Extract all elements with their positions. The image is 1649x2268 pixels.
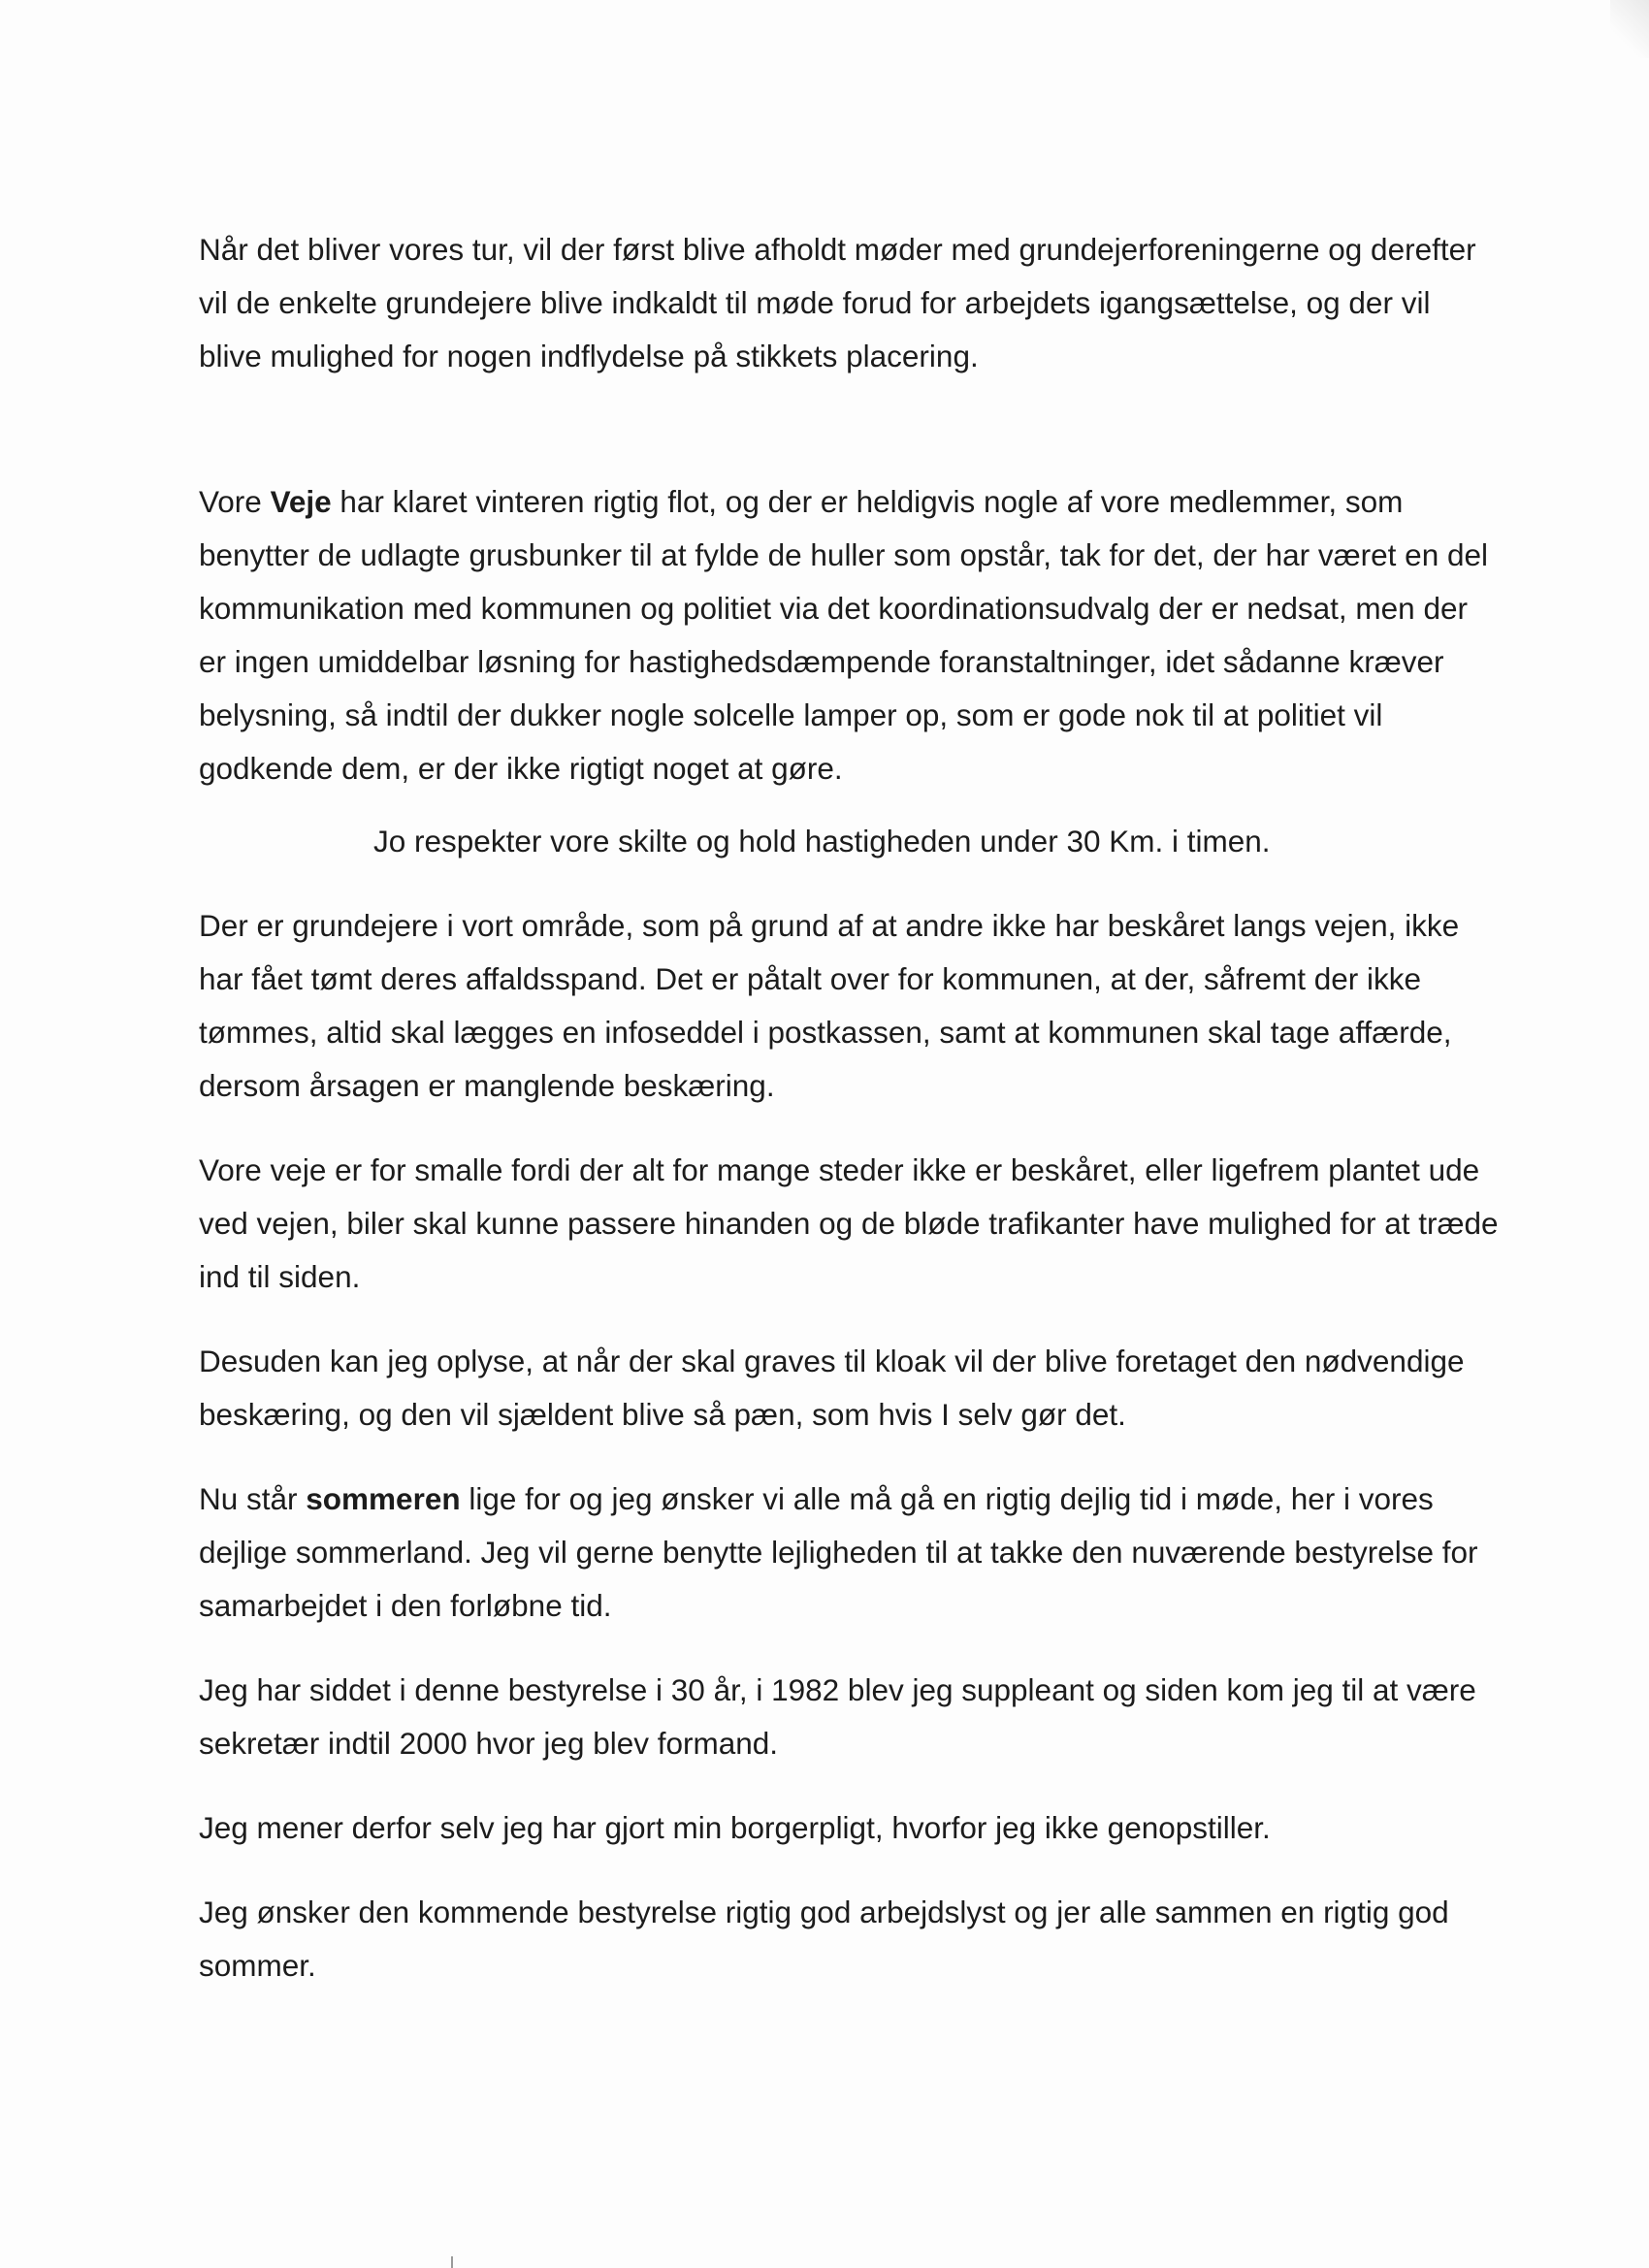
- paragraph-closing-wishes: Jeg ønsker den kommende bestyrelse rigtig god arbejdslyst og jer alle sammen en rigtig god sommer.: [199, 1895, 1449, 1983]
- paragraph-summer-post: lige for og jeg ønsker vi alle må gå en rigtig dejlig tid i møde, her i vores dejlige sommerland. Jeg vil gerne benytte lejligheden til at takke den nuværende bestyrelse for samarbejdet i den forløbne tid.: [199, 1481, 1478, 1623]
- paragraph-roads-pre: Vore: [199, 484, 271, 519]
- paragraph-narrow-roads: Vore veje er for smalle fordi der alt for mange steder ikke er beskåret, eller ligefrem plantet ude ved vejen, biler skal kunne passere hinanden og de bløde trafikanter have mulighed for at træde ind til siden.: [199, 1152, 1499, 1294]
- paragraph-roads-post: har klaret vinteren rigtig flot, og der er heldigvis nogle af vore medlemmer, som benytter de udlagte grusbunker til at fylde de huller som opstår, tak for det, der har været en del kommunikation med kommunen og politiet via det koordinationsudvalg der er nedsat, men der er ingen umiddelbar løsning for hastighedsdæmpende foranstaltninger, idet sådanne kræver belysning, så indtil der dukker nogle solcelle lamper op, som er gode nok til at politiet vil godkende dem, er der ikke rigtigt noget at gøre.: [199, 484, 1488, 786]
- paragraph-summer-pre: Nu står: [199, 1481, 307, 1516]
- speed-appeal-line: Jo respekter vore skilte og hold hastigheden under 30 Km. i timen.: [373, 824, 1271, 859]
- paragraph-summer: [199, 1473, 1499, 1633]
- paragraph-sewer-meetings: Når det bliver vores tur, vil der først blive afholdt møder med grundejerforeningerne og derefter vil de enkelte grundejere blive indkaldt til møde forud for arbejdets igangsættelse, og der vil blive mulighed for nogen indflydelse på stikkets placering.: [199, 232, 1476, 373]
- paragraph-not-running: Jeg mener derfor selv jeg har gjort min borgerpligt, hvorfor jeg ikke genopstiller.: [199, 1810, 1271, 1845]
- paragraph-roads: [199, 475, 1499, 795]
- roads-heading-word: Veje: [270, 484, 332, 519]
- scan-mark: [451, 2256, 453, 2268]
- paragraph-sewer-pruning: Desuden kan jeg oplyse, at når der skal graves til kloak vil der blive foretaget den nødvendige beskæring, og den vil sjældent blive så pæn, som hvis I selv gør det.: [199, 1344, 1465, 1432]
- paragraph-board-history: Jeg har siddet i denne bestyrelse i 30 år, i 1982 blev jeg suppleant og siden kom jeg til at være sekretær indtil 2000 hvor jeg blev formand.: [199, 1672, 1476, 1761]
- document-page: [199, 223, 1499, 1993]
- paragraph-waste-bins: Der er grundejere i vort område, som på grund af at andre ikke har beskåret langs vejen, ikke har fået tømt deres affaldsspand. Det er påtalt over for kommunen, at der, såfremt der ikke tømmes, altid skal lægges en infoseddel i postkassen, samt at kommunen skal tage affærde, dersom årsagen er manglende beskæring.: [199, 908, 1460, 1103]
- summer-heading-word: sommeren: [306, 1481, 461, 1516]
- scan-corner-shadow: [1610, 0, 1649, 58]
